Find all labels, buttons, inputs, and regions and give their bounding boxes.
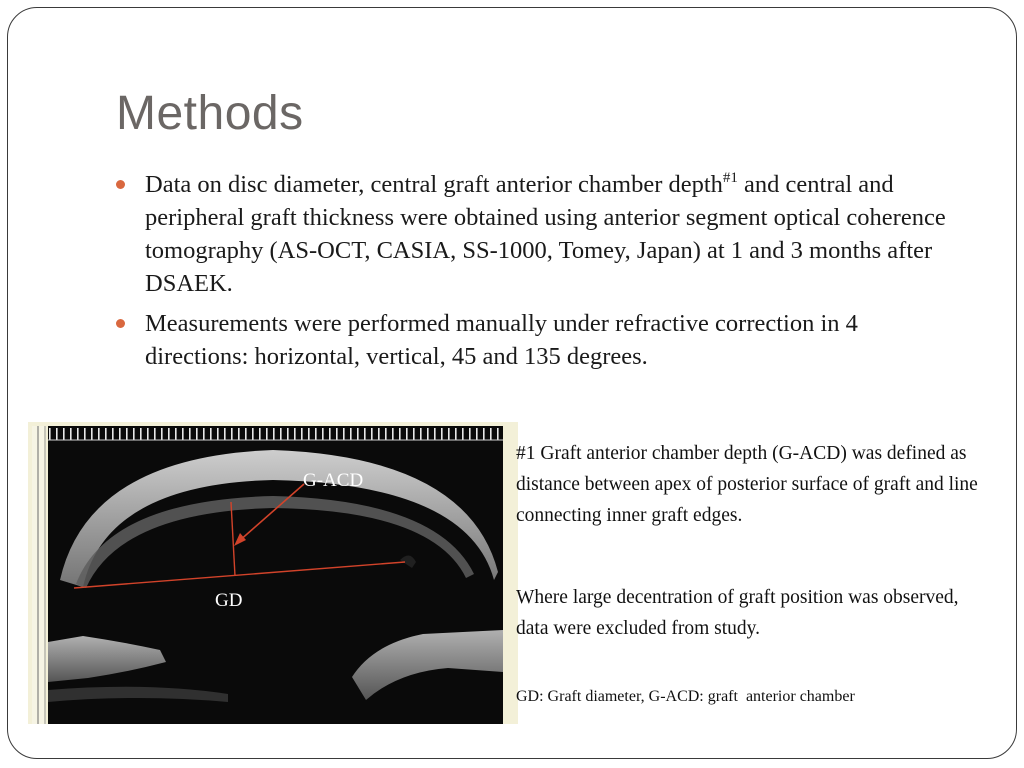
footnote-gacd-definition: #1 Graft anterior chamber depth (G-ACD) was defined as distance between apex of posterior surface of graft and line connecting inner graft edges. <box>516 443 978 526</box>
slide-title: Methods <box>116 87 304 140</box>
bullet-dot-icon <box>116 180 125 189</box>
bullet-dot-icon <box>116 319 125 328</box>
oct-scan-image <box>28 422 518 724</box>
bullet-text: Measurements were performed manually under refractive correction in 4 directions: horizontal, vertical, 45 and 135 degrees. <box>145 310 858 370</box>
bullet-text-continued: and central and peripheral graft thickness were obtained using anterior segment optical coherence tomography (AS-OCT, CASIA, SS-1000, Tomey, Japan) at 1 and 3 months after DSAEK. <box>145 171 946 297</box>
bullet-item-measurements <box>116 307 966 373</box>
bullet-text: Data on disc diameter, central graft anterior chamber depth <box>145 171 723 198</box>
note-exclusion: Where large decentration of graft position was observed, data were excluded from study. <box>516 587 959 639</box>
gacd-label: G-ACD <box>303 470 364 491</box>
footnote-marker: #1 <box>722 170 738 186</box>
gd-label: GD <box>215 590 243 611</box>
note-abbreviations: GD: Graft diameter, G-ACD: graft anterior chamber <box>516 688 855 705</box>
top-ruler <box>48 428 503 440</box>
bullet-list <box>116 168 966 380</box>
slide <box>7 7 1017 759</box>
bullet-item-data-collection <box>116 168 966 300</box>
